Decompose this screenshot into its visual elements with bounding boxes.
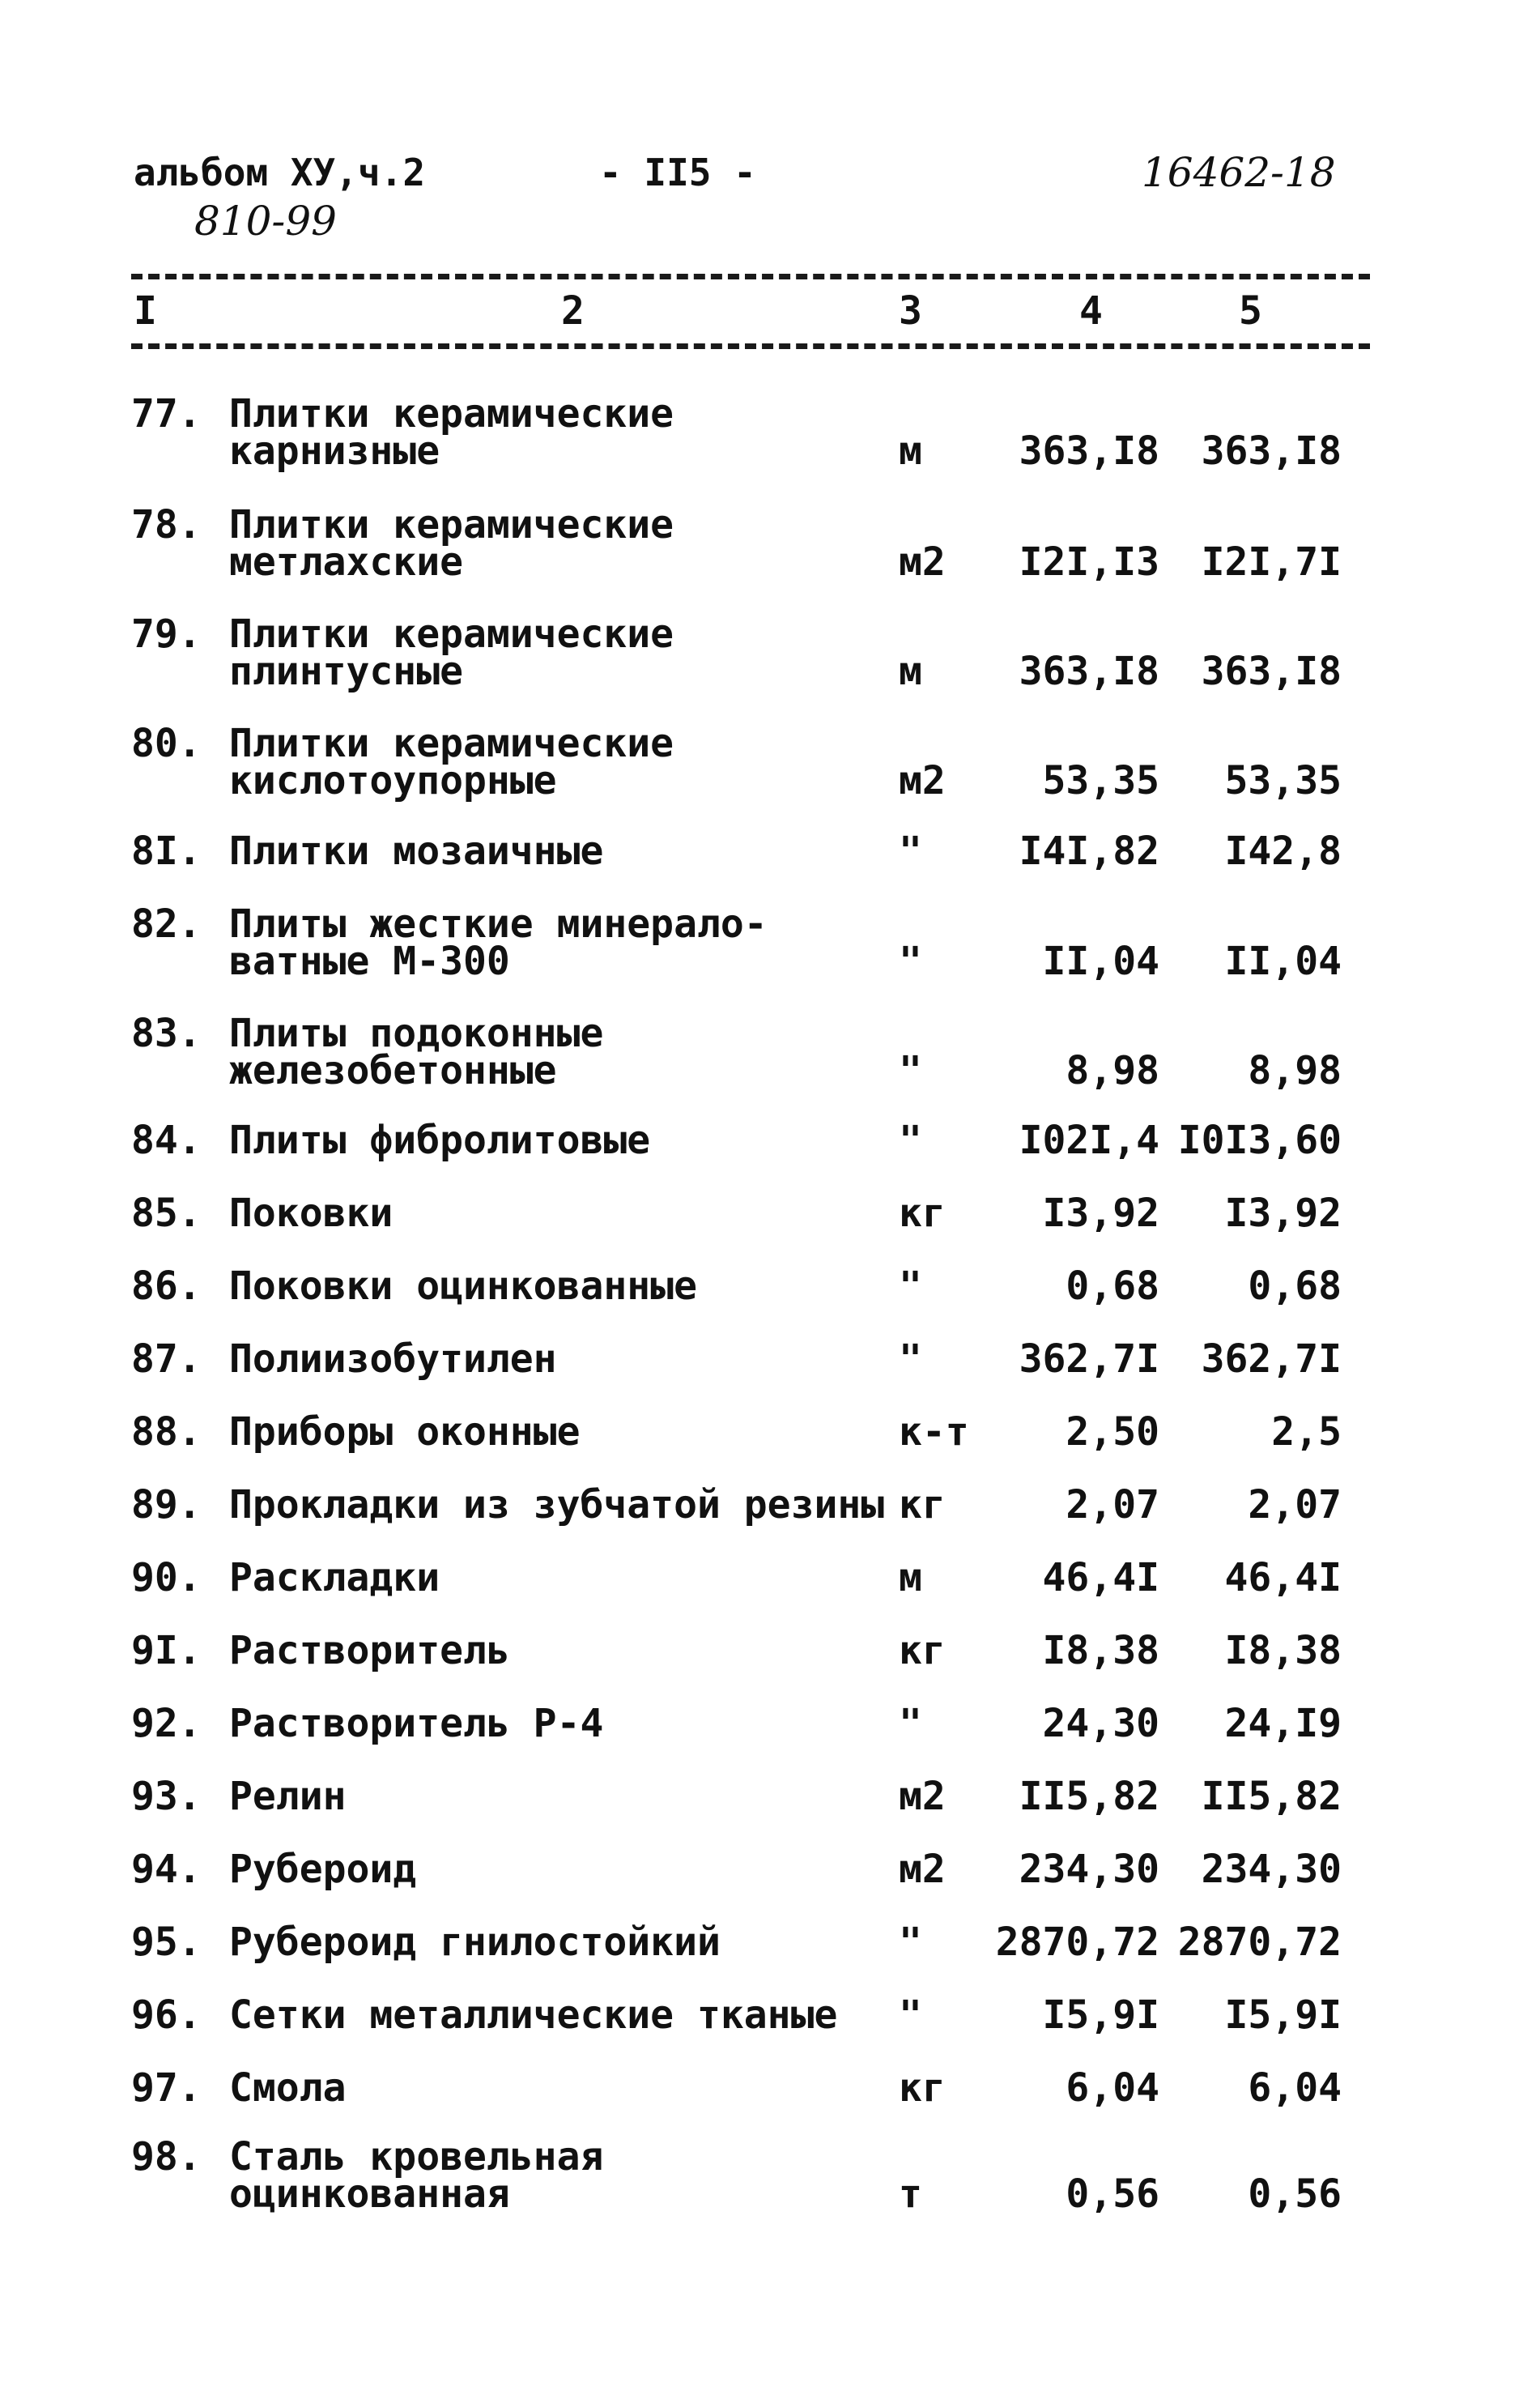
column-header-3: 3 bbox=[899, 288, 922, 334]
quantity-column-5: 363,I8 bbox=[1201, 649, 1342, 694]
quantity-column-4: 24,30 bbox=[1042, 1701, 1159, 1746]
material-name: Плиты жесткие минерало- bbox=[229, 901, 768, 947]
material-name: Поковки bbox=[229, 1191, 394, 1236]
quantity-column-5: II5,82 bbox=[1201, 1774, 1342, 1819]
material-name: Раскладки bbox=[229, 1555, 440, 1600]
row-number: 87. bbox=[131, 1336, 202, 1382]
material-name: Плитки керамические bbox=[229, 611, 674, 657]
quantity-column-5: 0,56 bbox=[1248, 2171, 1342, 2217]
unit-of-measure: м2 bbox=[899, 1847, 946, 1892]
column-header-4: 4 bbox=[1079, 288, 1103, 334]
handwritten-document-number: 16462-18 bbox=[1142, 149, 1336, 196]
quantity-column-5: 46,4I bbox=[1224, 1555, 1342, 1600]
material-name: Плитки керамические bbox=[229, 502, 674, 548]
unit-of-measure: кг bbox=[899, 1482, 946, 1528]
material-name: Плитки керамические bbox=[229, 721, 674, 766]
row-number: 85. bbox=[131, 1191, 202, 1236]
quantity-column-4: I2I,I3 bbox=[1019, 539, 1159, 585]
row-number: 82. bbox=[131, 901, 202, 947]
quantity-column-4: II,04 bbox=[1042, 939, 1159, 984]
row-number: 8I. bbox=[131, 829, 202, 874]
material-name: Приборы оконные bbox=[229, 1409, 581, 1455]
unit-of-measure: " bbox=[899, 1263, 922, 1309]
row-number: 84. bbox=[131, 1118, 202, 1163]
row-number: 92. bbox=[131, 1701, 202, 1746]
quantity-column-5: I0I3,60 bbox=[1177, 1118, 1342, 1163]
quantity-column-5: 363,I8 bbox=[1201, 428, 1342, 474]
unit-of-measure: т bbox=[899, 2171, 922, 2217]
unit-of-measure: м2 bbox=[899, 1774, 946, 1819]
row-number: 78. bbox=[131, 502, 202, 548]
row-number: 86. bbox=[131, 1263, 202, 1309]
quantity-column-5: I8,38 bbox=[1224, 1628, 1342, 1673]
row-number: 96. bbox=[131, 1992, 202, 2038]
quantity-column-5: 2,5 bbox=[1271, 1409, 1342, 1455]
material-name: Растворитель bbox=[229, 1628, 510, 1673]
quantity-column-5: I2I,7I bbox=[1201, 539, 1342, 585]
quantity-column-4: 8,98 bbox=[1066, 1048, 1159, 1093]
quantity-column-5: 53,35 bbox=[1224, 758, 1342, 803]
handwritten-series-number: 810-99 bbox=[194, 198, 337, 245]
quantity-column-5: I42,8 bbox=[1224, 829, 1342, 874]
quantity-column-4: 53,35 bbox=[1042, 758, 1159, 803]
unit-of-measure: кг bbox=[899, 1191, 946, 1236]
material-name: железобетонные bbox=[229, 1048, 557, 1093]
quantity-column-4: 2870,72 bbox=[995, 1920, 1159, 1965]
material-name: Растворитель Р-4 bbox=[229, 1701, 604, 1746]
row-number: 88. bbox=[131, 1409, 202, 1455]
unit-of-measure: кг bbox=[899, 2065, 946, 2111]
unit-of-measure: " bbox=[899, 1920, 922, 1965]
unit-of-measure: " bbox=[899, 1336, 922, 1382]
quantity-column-5: 2870,72 bbox=[1177, 1920, 1342, 1965]
quantity-column-5: 0,68 bbox=[1248, 1263, 1342, 1309]
quantity-column-5: I5,9I bbox=[1224, 1992, 1342, 2038]
material-name: карнизные bbox=[229, 428, 440, 474]
unit-of-measure: " bbox=[899, 1701, 922, 1746]
quantity-column-4: 363,I8 bbox=[1019, 649, 1159, 694]
material-name: Плитки мозаичные bbox=[229, 829, 604, 874]
row-number: 83. bbox=[131, 1011, 202, 1056]
material-name: Плитки керамические bbox=[229, 391, 674, 437]
row-number: 95. bbox=[131, 1920, 202, 1965]
quantity-column-4: I5,9I bbox=[1042, 1992, 1159, 2038]
material-name: плинтусные bbox=[229, 649, 463, 694]
unit-of-measure: " bbox=[899, 939, 922, 984]
unit-of-measure: м bbox=[899, 428, 922, 474]
unit-of-measure: к-т bbox=[899, 1409, 969, 1455]
material-name: Прокладки из зубчатой резины bbox=[229, 1482, 885, 1528]
quantity-column-5: 2,07 bbox=[1248, 1482, 1342, 1528]
quantity-column-4: II5,82 bbox=[1019, 1774, 1159, 1819]
material-name: Полиизобутилен bbox=[229, 1336, 557, 1382]
column-header-1: I bbox=[134, 288, 157, 334]
material-name: Релин bbox=[229, 1774, 347, 1819]
quantity-column-5: 8,98 bbox=[1248, 1048, 1342, 1093]
quantity-column-4: 2,07 bbox=[1066, 1482, 1159, 1528]
row-number: 79. bbox=[131, 611, 202, 657]
album-label: альбом ХУ,ч.2 bbox=[134, 151, 426, 194]
unit-of-measure: кг bbox=[899, 1628, 946, 1673]
unit-of-measure: " bbox=[899, 1992, 922, 2038]
quantity-column-4: 46,4I bbox=[1042, 1555, 1159, 1600]
quantity-column-4: 363,I8 bbox=[1019, 428, 1159, 474]
material-name: Плиты фибролитовые bbox=[229, 1118, 651, 1163]
quantity-column-4: I8,38 bbox=[1042, 1628, 1159, 1673]
quantity-column-4: 2,50 bbox=[1066, 1409, 1159, 1455]
material-name: кислотоупорные bbox=[229, 758, 557, 803]
quantity-column-4: I3,92 bbox=[1042, 1191, 1159, 1236]
quantity-column-5: 362,7I bbox=[1201, 1336, 1342, 1382]
row-number: 94. bbox=[131, 1847, 202, 1892]
unit-of-measure: м bbox=[899, 1555, 922, 1600]
unit-of-measure: м bbox=[899, 649, 922, 694]
row-number: 9I. bbox=[131, 1628, 202, 1673]
row-number: 77. bbox=[131, 391, 202, 437]
material-name: Рубероид bbox=[229, 1847, 417, 1892]
material-name: Рубероид гнилостойкий bbox=[229, 1920, 721, 1965]
unit-of-measure: " bbox=[899, 1118, 922, 1163]
quantity-column-5: 6,04 bbox=[1248, 2065, 1342, 2111]
material-name: ватные М-300 bbox=[229, 939, 510, 984]
material-name: оцинкованная bbox=[229, 2171, 510, 2217]
quantity-column-5: II,04 bbox=[1224, 939, 1342, 984]
row-number: 80. bbox=[131, 721, 202, 766]
quantity-column-5: 234,30 bbox=[1201, 1847, 1342, 1892]
material-name: Сталь кровельная bbox=[229, 2134, 604, 2180]
unit-of-measure: " bbox=[899, 829, 922, 874]
material-name: Сетки металлические тканые bbox=[229, 1992, 838, 2038]
quantity-column-4: 0,68 bbox=[1066, 1263, 1159, 1309]
quantity-column-4: 0,56 bbox=[1066, 2171, 1159, 2217]
unit-of-measure: м2 bbox=[899, 539, 946, 585]
material-name: Плиты подоконные bbox=[229, 1011, 604, 1056]
quantity-column-5: 24,I9 bbox=[1224, 1701, 1342, 1746]
quantity-column-4: 362,7I bbox=[1019, 1336, 1159, 1382]
column-header-2: 2 bbox=[561, 288, 585, 334]
quantity-column-4: I02I,4 bbox=[1019, 1118, 1159, 1163]
column-header-5: 5 bbox=[1239, 288, 1262, 334]
material-name: Поковки оцинкованные bbox=[229, 1263, 697, 1309]
row-number: 97. bbox=[131, 2065, 202, 2111]
quantity-column-4: 234,30 bbox=[1019, 1847, 1159, 1892]
material-name: Смола bbox=[229, 2065, 347, 2111]
row-number: 93. bbox=[131, 1774, 202, 1819]
row-number: 98. bbox=[131, 2134, 202, 2180]
quantity-column-4: 6,04 bbox=[1066, 2065, 1159, 2111]
quantity-column-5: I3,92 bbox=[1224, 1191, 1342, 1236]
unit-of-measure: " bbox=[899, 1048, 922, 1093]
material-name: метлахские bbox=[229, 539, 463, 585]
unit-of-measure: м2 bbox=[899, 758, 946, 803]
row-number: 90. bbox=[131, 1555, 202, 1600]
row-number: 89. bbox=[131, 1482, 202, 1528]
quantity-column-4: I4I,82 bbox=[1019, 829, 1159, 874]
page-number: - II5 - bbox=[599, 151, 756, 194]
